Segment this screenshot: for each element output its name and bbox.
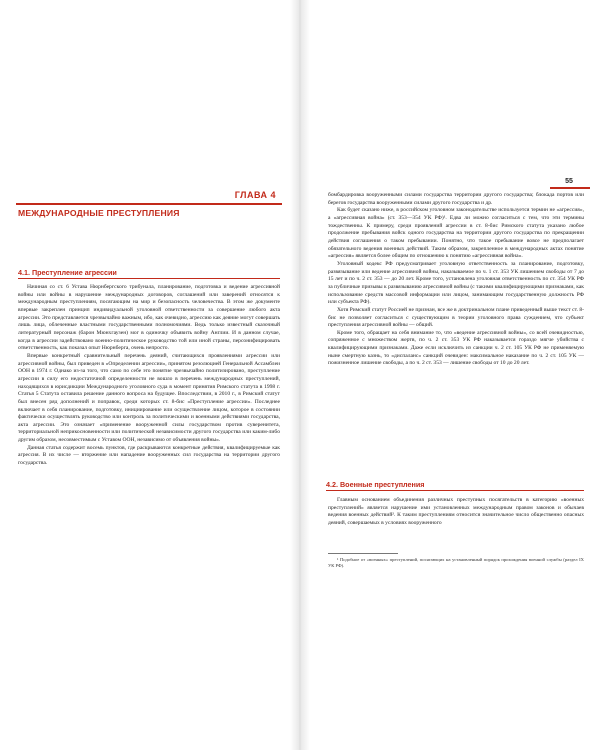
book-gutter xyxy=(290,0,310,750)
footnote: ¹ Подобное от «военных» преступлений, посягающих на установленный порядок прохождения военной службы (раздел IX УК РФ). xyxy=(328,557,584,569)
paragraph: Уголовный кодекс РФ предусматривает уголовную ответственность за планирование, подготовку, развязывание или ведение агрессивной войны, наказываемое по ч. 1 ст. 353 УК лишением свободы от 7 до 15 лет и по ч. 2 ст. 353 — до 20 лет. Кроме того, установлена уголовная ответственность по ст. 354 УК РФ за публичные призывы к развязыванию агрессивной войны (с такими квалифицирующими признаками, как использование средств массовой информации или лицом, занимающим государственную должность РФ или субъекта РФ). xyxy=(328,260,584,306)
chapter-label: ГЛАВА 4 xyxy=(234,190,276,200)
section-rule xyxy=(326,490,584,491)
paragraph: Хотя Римский статут Россией не признан, все же в доктринальном плане приведенный выше текст ст. 8-бис не позволяет согласиться с существующим в теории уголовного права суждением, что субъект преступления агрессивной войны — общий. xyxy=(328,306,584,329)
section-rule xyxy=(18,278,280,279)
chapter-title: МЕЖДУНАРОДНЫЕ ПРЕСТУПЛЕНИЯ xyxy=(18,208,180,218)
paragraph: бомбардировка вооруженными силами государства территории другого государства; блокада портов или берегов государства вооруженными силами другого государства и др. xyxy=(328,192,584,206)
footnote-rule xyxy=(328,553,398,554)
paragraph: Как будет сказано ниже, в российском уголовном законодательстве используется термин не «агрессия», а «агрессивная война» (ст. 353—354 УК РФ)¹. Едва ли можно согласиться с тем, что эти термины тождественны. К примеру, среди проявлений агрессии в ст. 8-бис Римского статута указано любое продолжение пребывания войск одного государства на территории другого государства по прекращении действия соглашения о таком пребывании. Понятно, что такое пребывание вовсе не предполагает обязательного ведения военных действий. Таким образом, закрепленное в международных актах понятие «агрессия» является более общим по отношению к понятию «агрессивная война». xyxy=(328,207,584,260)
page-number: 55 xyxy=(565,178,573,185)
right-column-text xyxy=(328,192,584,470)
right-column-text-lower xyxy=(328,497,584,547)
paragraph: Начиная со ст. 6 Устава Нюрнбергского трибунала, планирование, подготовка и ведение агрессивной войны или войны в нарушение международных договоров, соглашений или заверений относятся к международным преступлениям, посягающим на мир и безопасность человечества. В этом же документе впервые закреплен принцип индивидуальной уголовной ответственности за совершение любого акта агрессии. Это представляется чрезвычайно важным, ибо, как очевидно, агрессию как деяние могут совершать лишь лица, облеченные властными государственными полномочиями. Ведь только известный сказочный литературный персонаж (барон Мюнхгаузен) мог в одиночку объявить войну Англии. И в данном случае, когда в агрессии задействовано военно-политическое руководство той или иной страны, персонифицировать ответственность, как показал опыт Нюрнберга, очень непросто. xyxy=(18,284,280,352)
paragraph: Данная статья содержит восемь пунктов, где раскрываются конкретные действия, квалифицируемые как агрессия. В их числе — вторжение или нападение вооруженных сил государства на территории другого государства. xyxy=(18,444,280,467)
page-number-rule xyxy=(550,187,590,189)
section-heading-war-crimes: 4.2. Военные преступления xyxy=(326,480,425,489)
left-column-text xyxy=(18,284,280,724)
paragraph: Впервые конкретный сравнительный перечень деяний, считающихся проявлениями агрессии или агрессивной войны, был приведен в «Определении агрессии», принятом резолюцией Генеральной Ассамблеи ООН в 1974 г. Однако из-за того, что само по себе это понятие чрезвычайно политизировано, преступление агрессии в силу его недостаточной определенности не вошло в перечень международных преступлений, находящихся в юрисдикции Международного уголовного суда в момент принятия Римского статута в 1998 г. Статья 5 Статута оставила решение данного вопроса на будущее. Впоследствии, в 2010 г., в Римский статут был внесен ряд дополнений и поправок, среди которых ст. 8-бис «Преступление агрессии». Последнее включает в себя планирование, подготовку, инициирование или осуществление лицом, которое в состоянии фактически осуществлять руководство или контроль за политическими и военными действиями государства, акта агрессии. Это означает «применение вооруженной силы государством против суверенитета, территориальной неприкосновенности или политической независимости другого государства или каким-либо другим образом, несовместимым с Уставом ООН, независимо от объявления войны». xyxy=(18,352,280,444)
paragraph: Главным основанием объединения различных преступных посягательств в категорию «военных преступлений» является нарушение ими установленных международным правом законов и обычаев ведения военных действий². К таким преступлениям относится значительное число общественно опасных деяний, совершаемых в условиях вооруженного xyxy=(328,497,584,526)
section-heading-aggression: 4.1. Преступление агрессии xyxy=(18,268,117,277)
chapter-rule xyxy=(16,203,282,205)
paragraph: Кроме того, обращает на себя внимание то, что «ведение агрессивной войны», со всей очевидностью, сопряженное с множеством жертв, по ч. 2 ст. 353 УК РФ наказывается гораздо мягче убийства с квалифицирующими признаками. Даже если исключить из санкции ч. 2 ст. 105 УК РФ не применяемую ныне смертную казнь, то «диспаланс» санкций очевиден: максимальное наказание по ч. 2 ст. 105 УК — пожизненное лишение свободы, а по ч. 2 ст. 353 — лишение свободы от 10 до 20 лет. xyxy=(328,329,584,367)
